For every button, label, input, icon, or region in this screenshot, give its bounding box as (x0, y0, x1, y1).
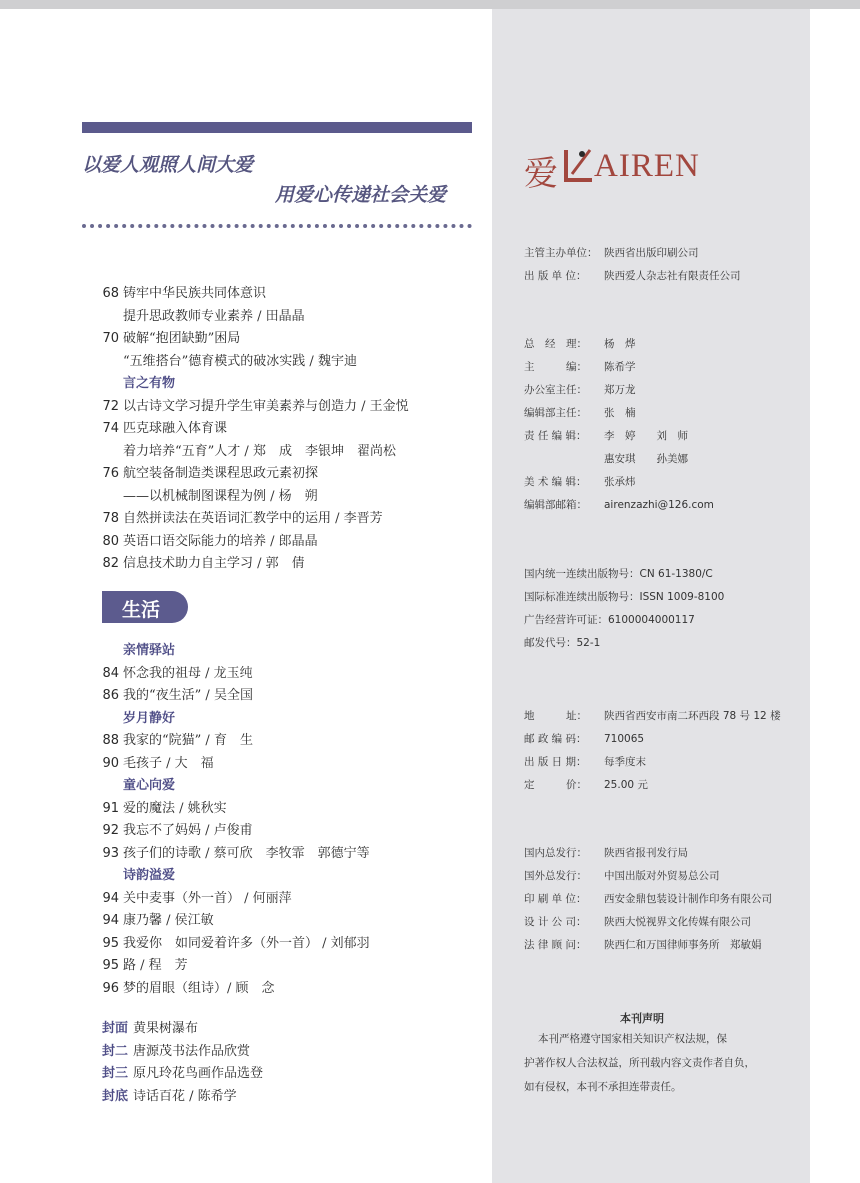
toc-author: / 田晶晶 (253, 308, 305, 324)
toc-entry (98, 489, 318, 505)
masthead-row (524, 246, 699, 260)
masthead-row (524, 846, 688, 860)
cover-credit (102, 1066, 263, 1082)
toc-title: 英语口语交际能力的培养 (123, 533, 267, 549)
toc-page-number: 70 (102, 331, 119, 346)
toc-author: / 程 芳 (136, 958, 188, 973)
masthead-value: ISSN 1009-8100 (639, 591, 725, 603)
toc-entry (98, 846, 370, 862)
cover-credit-label: 封三 (102, 1066, 129, 1081)
toc-title: 怀念我的祖母 (123, 665, 202, 681)
toc-page-number: 80 (102, 533, 119, 549)
toc-entry (98, 556, 305, 572)
masthead-value: 710065 (604, 733, 645, 745)
masthead-label: 主管主办单位： (524, 247, 598, 259)
cover-credit-title: 黄果树瀑布 (133, 1021, 199, 1036)
toc-title: 破解“抱团缺勤”困局 (123, 331, 241, 346)
masthead-label: 广告经营许可证： (524, 614, 608, 626)
masthead-row (524, 337, 636, 351)
masthead-value: 惠安琪 孙美娜 (604, 453, 688, 465)
toc-page-number: 94 (102, 890, 119, 906)
toc-entry (98, 823, 253, 839)
toc-entry (98, 891, 292, 907)
masthead-row (524, 406, 636, 420)
masthead-value: 陕西省报刊发行局 (604, 847, 688, 859)
masthead-value: 杨 烨 (604, 338, 636, 350)
toc-author: / 郎晶晶 (266, 533, 318, 549)
toc-page-number: 72 (102, 398, 119, 414)
masthead-row (524, 915, 751, 929)
toc-entry (98, 354, 357, 370)
toc-page-number: 90 (102, 755, 119, 771)
masthead-row (524, 452, 688, 466)
toc-author: / 蔡可欣 李牧霏 郭德宁等 (201, 845, 370, 861)
toc-section-heading: 诗韵溢爱 (123, 868, 176, 883)
slogan-line-2: 用爱心传递社会关爱 (275, 184, 447, 206)
toc-entry (98, 511, 383, 527)
masthead-row (524, 778, 648, 792)
toc-page-number: 74 (102, 421, 119, 436)
toc-author: / 杨 朔 (266, 488, 318, 504)
toc-title: 毛孩子 (123, 755, 163, 771)
masthead-value: 张 楠 (604, 407, 636, 419)
masthead-value: 52-1 (576, 637, 601, 649)
masthead-row (524, 892, 772, 906)
section-pill-label: 生活 (122, 599, 161, 621)
masthead-value: 西安金鼎包装设计制作印务有限公司 (604, 893, 772, 905)
masthead-label: 邮发代号： (524, 637, 577, 649)
logo-heart-mark-icon (562, 144, 596, 184)
toc-entry (98, 733, 253, 749)
cover-credit-title: 原凡玲花鸟画作品选登 (133, 1066, 264, 1081)
toc-page-number: 68 (102, 286, 119, 301)
toc-title: 路 (123, 958, 137, 973)
top-strip (0, 0, 860, 9)
toc-page-number: 95 (102, 935, 119, 951)
toc-title: 提升思政教师专业素养 (123, 308, 254, 324)
toc-title: 关中麦事（外一首） (123, 890, 241, 906)
toc-page-number: 86 (102, 688, 119, 703)
masthead-label: 邮 政 编 码： (524, 733, 587, 745)
cover-credit-label: 封二 (102, 1043, 129, 1059)
masthead-value: 陕西省西安市南二环西段 78 号 12 楼 (604, 710, 781, 722)
toc-title: 着力培养“五育”人才 (123, 443, 241, 459)
toc-author: / 姚秋实 (175, 800, 227, 816)
toc-entry (98, 466, 318, 482)
toc-entry (98, 688, 253, 704)
toc-title: 我忘不了妈妈 (123, 823, 202, 838)
masthead-value: airenzazhi@126.com (604, 499, 714, 511)
toc-page-number: 82 (102, 556, 119, 571)
toc-entry (98, 399, 409, 415)
toc-title: 我家的“院猫” (123, 733, 202, 748)
cover-credit-author: / 陈希学 (185, 1088, 237, 1104)
toc-entry (98, 913, 214, 929)
declaration-line-2: 护著作权人合法权益，所刊载内容文责作者自负， (524, 1057, 755, 1069)
declaration-line-3: 如有侵权，本刊不承担连带责任。 (524, 1081, 682, 1093)
masthead-label: 印 刷 单 位： (524, 893, 587, 905)
masthead-label: 定 价： (524, 779, 587, 791)
toc-title: “五维搭台”德育模式的破冰实践 (123, 353, 306, 369)
toc-section-heading: 亲情驿站 (123, 643, 176, 658)
toc-title: 我爱你 如同爱着许多（外一首） (123, 935, 319, 951)
cover-credit-label: 封底 (102, 1088, 129, 1104)
masthead-row (524, 498, 714, 512)
cover-credit-title: 诗话百花 (133, 1088, 186, 1104)
masthead-value: 郑万龙 (604, 384, 636, 396)
masthead-label: 责 任 编 辑： (524, 430, 587, 442)
toc-entry (98, 331, 240, 347)
masthead-label: 国内总发行： (524, 847, 587, 859)
masthead-value: 陕西爱人杂志社有限责任公司 (604, 270, 741, 282)
magazine-logo (524, 142, 724, 194)
toc-page-number: 96 (102, 980, 119, 996)
toc-title: 自然拼读法在英语词汇教学中的运用 (123, 511, 332, 526)
masthead-label: 法 律 顾 问： (524, 939, 587, 951)
masthead-value: 25.00 元 (604, 779, 648, 791)
toc-author: / 卢俊甫 (201, 823, 253, 838)
toc-author: / 何丽萍 (240, 890, 292, 906)
toc-title: 匹克球融入体育课 (123, 421, 228, 436)
toc-title: 孩子们的诗歌 (123, 845, 202, 861)
toc-author: / 侯江敏 (162, 913, 214, 928)
toc-entry (98, 936, 370, 952)
masthead-label: 出 版 单 位： (524, 270, 587, 282)
toc-author: / 王金悦 (357, 398, 409, 414)
toc-title: 梦的眉眼（组诗） (123, 980, 228, 996)
toc-author: / 李晋芳 (331, 511, 383, 526)
cover-credit-title: 唐源茂书法作品欣赏 (133, 1043, 251, 1059)
cover-credit (102, 1021, 198, 1037)
masthead-value: 每季度末 (604, 756, 646, 768)
toc-entry (98, 421, 227, 437)
toc-title: 康乃馨 (123, 913, 163, 928)
slogan-line-1: 以爱人观照人间大爱 (82, 154, 254, 176)
masthead-row (524, 475, 636, 489)
toc-page-number: 92 (102, 823, 119, 838)
toc-page-number: 93 (102, 845, 119, 861)
toc-title: 我的“夜生活” (123, 688, 202, 703)
masthead-label: 美 术 编 辑： (524, 476, 587, 488)
toc-title: 爱的魔法 (123, 800, 176, 816)
toc-page-number: 84 (102, 665, 119, 681)
toc-author: / 魏宇迪 (305, 353, 357, 369)
masthead-row (524, 613, 695, 627)
masthead-row (524, 360, 636, 374)
masthead-value: 陕西大悦视界文化传媒有限公司 (604, 916, 751, 928)
header-bar (82, 122, 472, 133)
masthead-label: 国内统一连续出版物号： (524, 568, 640, 580)
toc-title: 信息技术助力自主学习 (123, 556, 254, 571)
masthead-row (524, 567, 713, 581)
toc-entry (98, 756, 214, 772)
toc-page-number: 91 (102, 800, 119, 816)
masthead-label: 国外总发行： (524, 870, 587, 882)
toc-title: 铸牢中华民族共同体意识 (123, 286, 267, 301)
toc-author: / 顾 念 (227, 980, 275, 996)
toc-author: / 刘郁羽 (318, 935, 370, 951)
masthead-label: 编辑部主任： (524, 407, 587, 419)
toc-entry (98, 534, 318, 550)
toc-page-number: 88 (102, 733, 119, 748)
logo-latin: AIREN (594, 148, 700, 184)
masthead-label: 国际标准连续出版物号： (524, 591, 640, 603)
toc-title: 航空装备制造类课程思政元素初探 (123, 466, 319, 481)
logo-hanzi: 爱 (524, 154, 558, 194)
declaration-line-1: 本刊严格遵守国家相关知识产权法规，保 (538, 1033, 727, 1045)
dotted-divider (82, 224, 472, 228)
toc-entry (98, 286, 266, 302)
masthead-label: 地 址： (524, 710, 587, 722)
toc-entry (98, 981, 275, 997)
toc-author: / 龙玉纯 (201, 665, 253, 681)
toc-entry (98, 309, 305, 325)
masthead-label: 设 计 公 司： (524, 916, 587, 928)
toc-title: ——以机械制图课程为例 (123, 488, 267, 504)
masthead-row (524, 732, 644, 746)
masthead-value: 陕西仁和万国律师事务所 郑敏娟 (604, 939, 762, 951)
toc-entry (98, 801, 227, 817)
toc-title: 以古诗文学习提升学生审美素养与创造力 (123, 398, 358, 414)
masthead-value: 陕西省出版印刷公司 (604, 247, 699, 259)
masthead-value: 张承炜 (604, 476, 636, 488)
masthead-value: 中国出版对外贸易总公司 (604, 870, 720, 882)
cover-credit-label: 封面 (102, 1021, 129, 1036)
masthead-label: 主 编： (524, 361, 587, 373)
toc-author: / 大 福 (162, 755, 214, 771)
masthead-label: 办公室主任： (524, 384, 587, 396)
masthead-label: 出 版 日 期： (524, 756, 587, 768)
toc-page-number: 95 (102, 958, 119, 973)
toc-author: / 育 生 (201, 733, 253, 748)
masthead-row (524, 869, 720, 883)
masthead-row (524, 636, 600, 650)
toc-page-number: 94 (102, 913, 119, 928)
masthead-row (524, 938, 762, 952)
toc-author: / 吴全国 (201, 688, 253, 703)
toc-author: / 郑 成 李银坤 翟尚松 (240, 443, 396, 459)
toc-author: / 郭 倩 (253, 556, 305, 571)
masthead-row (524, 590, 724, 604)
masthead-row (524, 383, 636, 397)
masthead-value: 李 婷 刘 师 (604, 430, 688, 442)
toc-page-number: 78 (102, 511, 119, 526)
masthead-label: 总 经 理： (524, 338, 587, 350)
toc-section-heading: 童心向爱 (123, 778, 176, 793)
declaration-title: 本刊声明 (620, 1012, 664, 1025)
toc-section-heading: 言之有物 (123, 376, 176, 391)
toc-entry (98, 444, 396, 460)
toc-entry (98, 666, 253, 682)
masthead-row (524, 269, 741, 283)
cover-credit (102, 1089, 237, 1105)
masthead-label: 编辑部邮箱： (524, 499, 587, 511)
masthead-row (524, 429, 688, 443)
masthead-row (524, 755, 646, 769)
toc-entry (98, 958, 188, 974)
toc-section-heading: 岁月静好 (123, 710, 176, 726)
masthead-value: CN 61-1380/C (639, 568, 713, 580)
cover-credit (102, 1044, 250, 1060)
masthead-row (524, 709, 781, 723)
section-pill-life (102, 591, 188, 623)
masthead-value: 陈希学 (604, 361, 636, 373)
toc-page-number: 76 (102, 466, 119, 481)
masthead-value: 6100004000117 (608, 614, 695, 626)
